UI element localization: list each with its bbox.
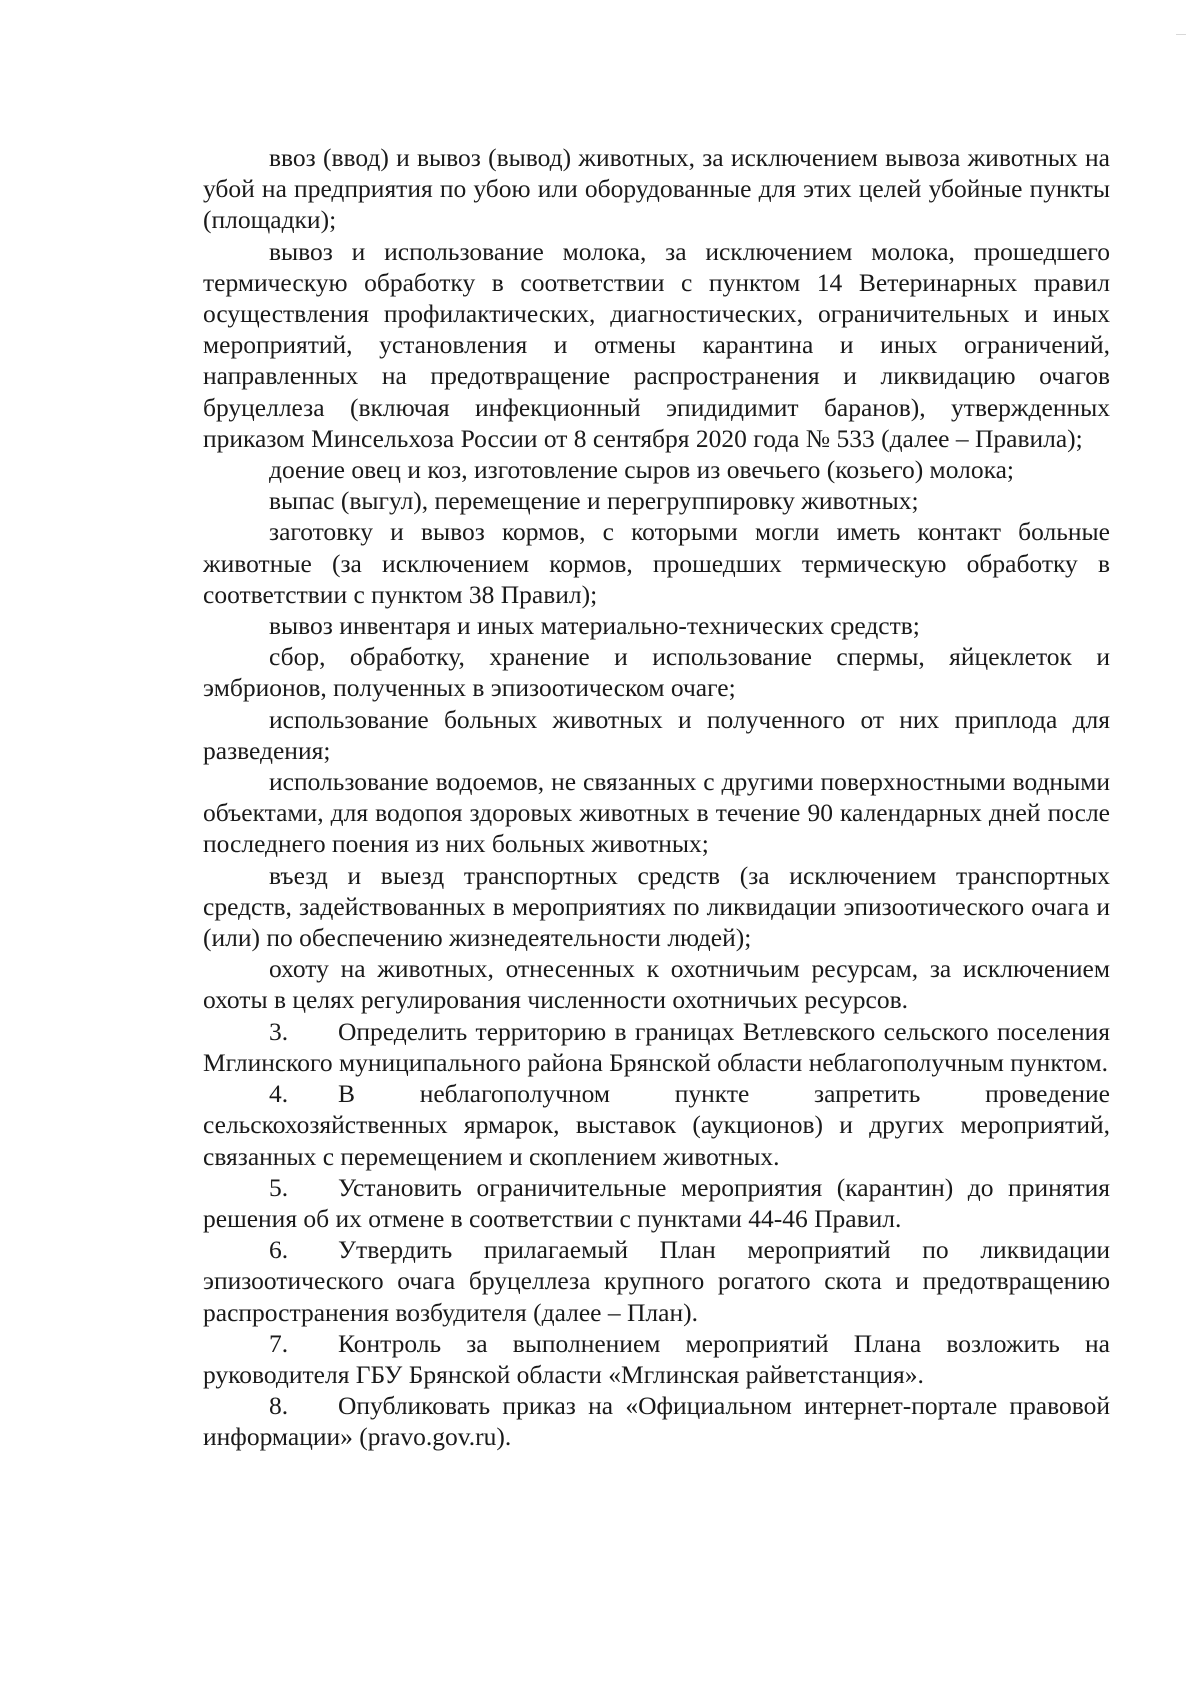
paragraph-number: 6.	[269, 1235, 289, 1265]
paragraph	[203, 454, 1110, 485]
paragraph-text: вывоз и использование молока, за исключением молока, прошедшего термическую обработку в соответствии с пунктом 14 Ветеринарных правил осуществления профилактических, диагностических, ограничительных и иных мероприятий, установления и отмены карантина и иных ограничений, направленных на предотвращение распространения и ликвидацию очагов бруцеллеза (включая инфекционный эпидидимит баранов), утвержденных приказом Минсельхоза России от 8 сентября 2020 года № 533 (далее – Правила);	[203, 236, 1110, 453]
paragraph-text: выпас (выгул), перемещение и перегруппировку животных;	[269, 486, 919, 516]
paragraph	[203, 860, 1110, 954]
paragraph-text: сбор, обработку, хранение и использование спермы, яйцеклеток и эмбрионов, полученных в эпизоотическом очаге;	[203, 642, 1110, 703]
paragraph	[203, 641, 1110, 703]
paragraph-text: ввоз (ввод) и вывоз (вывод) животных, за исключением вывоза животных на убой на предприятия по убою или оборудованные для этих целей убойные пункты (площадки);	[203, 143, 1110, 235]
numbered-paragraph	[203, 1172, 1110, 1234]
paragraph-text: Установить ограничительные мероприятия (карантин) до принятия решения об их отмене в соответствии с пунктами 44-46 Правил.	[203, 1172, 1110, 1233]
numbered-paragraph	[203, 1016, 1110, 1078]
paragraph-number: 5.	[269, 1172, 289, 1202]
paragraph	[203, 516, 1110, 610]
paragraph-text: Опубликовать приказ на «Официальном интернет-портале правовой информации» (pravo.gov.ru).	[203, 1391, 1110, 1452]
paragraph-number: 3.	[269, 1016, 289, 1046]
paragraph-number: 4.	[269, 1079, 289, 1109]
paragraph-text: Утвердить прилагаемый План мероприятий по ликвидации эпизоотического очага бруцеллеза крупного рогатого скота и предотвращению распространения возбудителя (далее – План).	[203, 1235, 1110, 1327]
paragraph-text: вывоз инвентаря и иных материально-технических средств;	[269, 611, 920, 641]
paragraph	[203, 610, 1110, 641]
paragraph-text: въезд и выезд транспортных средств (за исключением транспортных средств, задействованных в мероприятиях по ликвидации эпизоотического очага и (или) по обеспечению жизнедеятельности людей);	[203, 860, 1110, 953]
numbered-paragraph	[203, 1390, 1110, 1452]
paragraph	[203, 142, 1110, 236]
paragraph-text: охоту на животных, отнесенных к охотничьим ресурсам, за исключением охоты в целях регулирования численности охотничьих ресурсов.	[203, 954, 1110, 1015]
paragraph-text: заготовку и вывоз кормов, с которыми могли иметь контакт больные животные (за исключением кормов, прошедших термическую обработку в соответствии с пунктом 38 Правил);	[203, 517, 1110, 609]
paragraph	[203, 766, 1110, 860]
paragraph-text: Контроль за выполнением мероприятий Плана возложить на руководителя ГБУ Брянской области «Мглинская райветстанция».	[203, 1328, 1110, 1389]
paragraph-text: Определить территорию в границах Ветлевского сельского поселения Мглинского муниципального района Брянской области неблагополучным пунктом.	[203, 1016, 1110, 1077]
numbered-paragraph	[203, 1328, 1110, 1390]
paragraph	[203, 236, 1110, 454]
document-body	[203, 142, 1110, 1453]
paragraph-text: В неблагополучном пункте запретить проведение сельскохозяйственных ярмарок, выставок (аукционов) и других мероприятий, связанных с перемещением и скоплением животных.	[203, 1079, 1110, 1171]
paragraph-text: использование водоемов, не связанных с другими поверхностными водными объектами, для водопоя здоровых животных в течение 90 календарных дней после последнего поения из них больных животных;	[203, 767, 1110, 859]
paragraph-text: использование больных животных и полученного от них приплода для разведения;	[203, 704, 1110, 765]
paragraph-text: доение овец и коз, изготовление сыров из овечьего (козьего) молока;	[269, 455, 1014, 485]
scan-mark	[1176, 34, 1186, 35]
numbered-paragraph	[203, 1078, 1110, 1172]
numbered-paragraph	[203, 1234, 1110, 1328]
paragraph	[203, 953, 1110, 1015]
paragraph	[203, 485, 1110, 516]
paragraph	[203, 704, 1110, 766]
paragraph-number: 8.	[269, 1391, 289, 1421]
paragraph-number: 7.	[269, 1328, 289, 1358]
